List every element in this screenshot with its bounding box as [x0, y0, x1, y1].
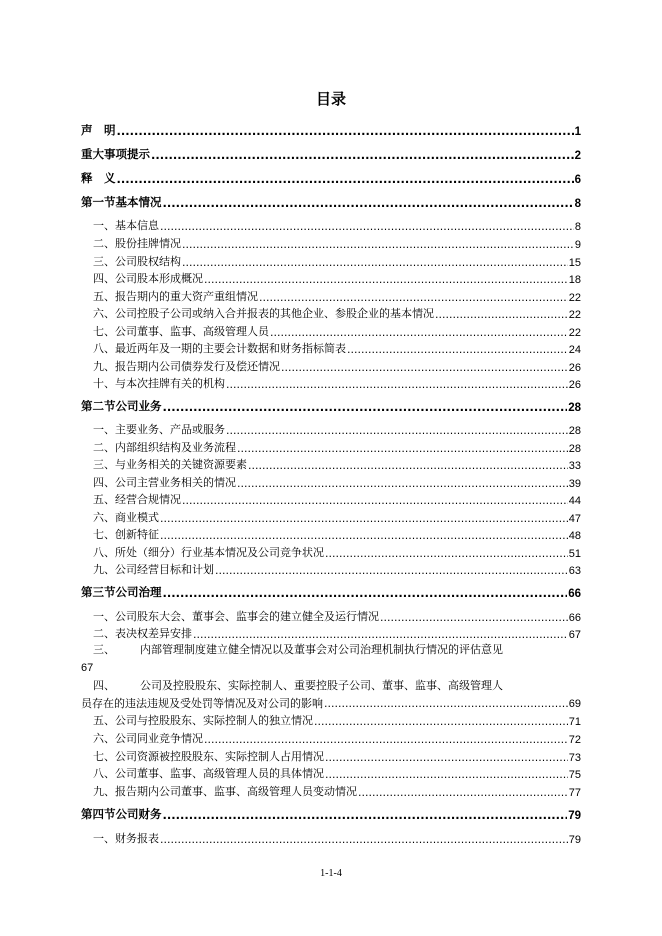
toc-label: 公司治理 [115, 585, 162, 599]
toc-page: 1 [574, 126, 581, 138]
toc-section-4[interactable] [81, 806, 581, 822]
toc-item[interactable]: 五、 公司与控股股东、实际控制人的独立情况 ..... 71 [81, 712, 581, 728]
toc-item[interactable]: 八、 所处（细分）行业基本情况及公司竞争状况 ..... 51 [81, 544, 581, 560]
toc-page: 6 [574, 174, 581, 186]
toc-entry-definitions[interactable] [81, 170, 581, 186]
toc-item[interactable]: 三、 与业务相关的关键资源要素 ..... 33 [81, 456, 581, 472]
toc-label: 公司财务 [115, 807, 162, 821]
toc-item[interactable]: 八、 公司董事、监事、高级管理人员的具体情况 ..... 75 [81, 765, 581, 781]
toc-section-number: 第二节 [81, 399, 116, 413]
toc-entry-statement[interactable] [81, 122, 581, 138]
toc-item[interactable]: 二、 表决权差异安排 ..... 67 [81, 625, 581, 641]
toc-item[interactable]: 七、 公司董事、监事、高级管理人员 ..... 22 [81, 323, 581, 339]
toc-item[interactable]: 一、 主要业务、产品或服务 ..... 28 [81, 421, 581, 437]
toc-item[interactable]: 六、 商业模式 ..... 47 [81, 509, 581, 525]
toc-item[interactable]: 五、 报告期内的重大资产重组情况 ..... 22 [81, 288, 581, 304]
toc-label: 重大事项提示 [81, 147, 150, 161]
toc-section-2[interactable] [81, 398, 581, 414]
toc-item-wrapped[interactable]: 四、 公司及控股股东、实际控制人、重要控股子公司、董事、监事、高级管理人 员存在的违法违规及受处罚等情况及对公司的影响 ..... 69 [81, 677, 581, 713]
toc-item[interactable]: 六、 公司同业竞争情况 ..... 72 [81, 730, 581, 746]
toc-item[interactable]: 二、 股份挂牌情况 ..... 9 [81, 235, 581, 251]
toc-item[interactable]: 四、 公司主营业务相关的情况 ..... 39 [81, 474, 581, 490]
toc-item[interactable]: 九、 公司经营目标和计划 ..... 63 [81, 561, 581, 577]
toc-section-number: 第三节 [81, 585, 116, 599]
toc-section-number: 第四节 [81, 807, 116, 821]
toc-item[interactable]: 四、 公司股本形成概况 ..... 18 [81, 270, 581, 286]
toc-label: 声 明 [81, 123, 116, 137]
page-title: 目录 [315, 90, 346, 108]
toc-item[interactable]: 六、 公司控股子公司或纳入合并报表的其他企业、参股企业的基本情况 ..... 22 [81, 305, 581, 321]
toc-page: 66 [568, 588, 581, 600]
toc-item[interactable]: 九、 报告期内公司债券发行及偿还情况 ..... 26 [81, 358, 581, 374]
toc-entry-major-matters[interactable] [81, 146, 581, 162]
toc-item[interactable]: 一、 公司股东大会、董事会、监事会的建立健全及运行情况 ..... 66 [81, 608, 581, 624]
toc-page: 2 [574, 150, 581, 162]
page-number-footer: 1-1-4 [320, 868, 342, 879]
toc-item[interactable]: 三、 公司股权结构 ..... 15 [81, 253, 581, 269]
toc-section-number: 第一节 [81, 195, 116, 209]
toc-item[interactable]: 一、 财务报表 ..... 79 [81, 830, 581, 846]
toc-item[interactable]: 九、 报告期内公司董事、监事、高级管理人员变动情况 ..... 77 [81, 783, 581, 799]
toc-item[interactable]: 八、 最近两年及一期的主要会计数据和财务指标简表 ..... 24 [81, 340, 581, 356]
toc-section-3[interactable] [81, 584, 581, 600]
toc-item[interactable]: 一、 基本信息 ..... 8 [81, 217, 581, 233]
toc-item[interactable]: 五、 经营合规情况 ..... 44 [81, 491, 581, 507]
toc-page: 28 [568, 402, 581, 414]
toc-item[interactable]: 七、 公司资源被控股股东、实际控制人占用情况 ..... 73 [81, 748, 581, 764]
toc-item[interactable]: 二、 内部组织结构及业务流程 ..... 28 [81, 439, 581, 455]
toc-item[interactable]: 十、 与本次挂牌有关的机构 ..... 26 [81, 375, 581, 391]
toc-section-1[interactable] [81, 194, 581, 210]
toc-item[interactable]: 七、 创新特征 ..... 48 [81, 526, 581, 542]
toc-label: 基本情况 [115, 195, 162, 209]
toc-page: 79 [568, 810, 581, 822]
toc-label: 公司业务 [115, 399, 162, 413]
toc-page: 8 [574, 198, 581, 210]
toc-label: 释 义 [81, 171, 116, 185]
toc-item-wrapped[interactable]: 三、 内部管理制度建立健全情况以及董事会对公司治理机制执行情况的评估意见 67 [81, 643, 503, 674]
